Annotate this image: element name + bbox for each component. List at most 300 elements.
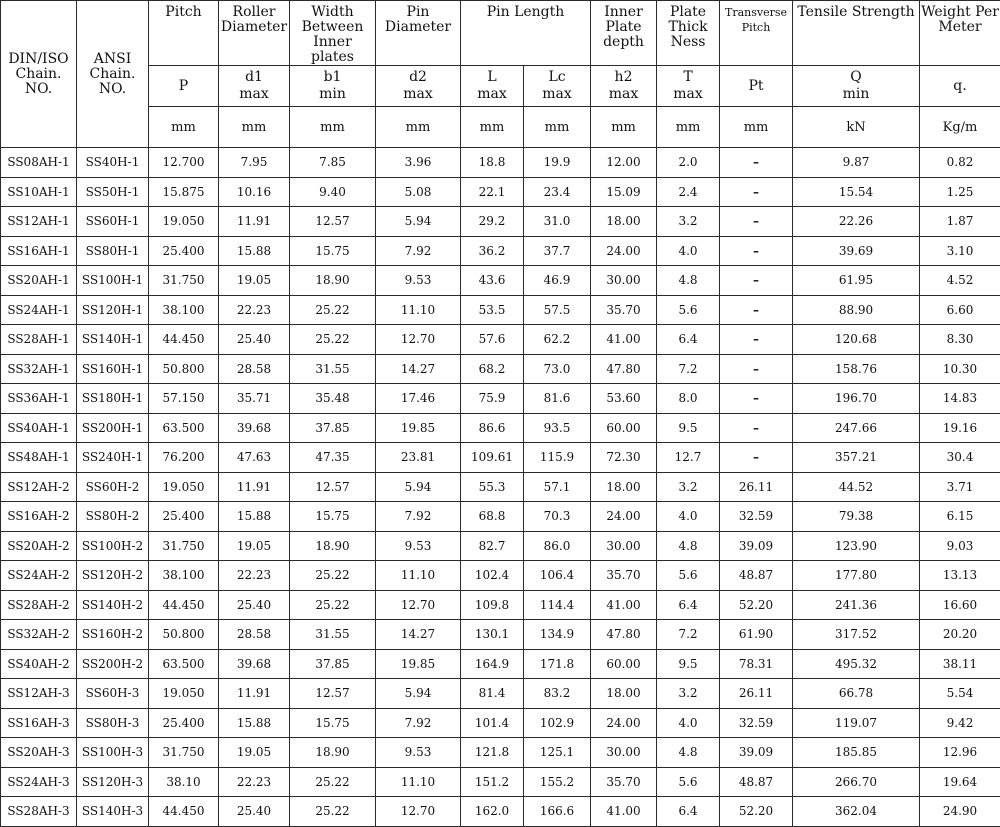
table-cell: SS20AH-3 bbox=[1, 738, 77, 768]
table-cell: 81.4 bbox=[461, 679, 524, 709]
col-roller-diameter: Roller Diameter bbox=[219, 1, 290, 66]
table-cell: 46.9 bbox=[524, 266, 591, 296]
table-cell: 15.54 bbox=[793, 177, 920, 207]
table-cell: 19.05 bbox=[219, 266, 290, 296]
unit-cell: mm bbox=[657, 107, 720, 148]
unit-cell: kN bbox=[793, 107, 920, 148]
table-cell: SS10AH-1 bbox=[1, 177, 77, 207]
col-inner-plate-depth: Inner Plate depth bbox=[591, 1, 657, 66]
table-cell: 7.95 bbox=[219, 148, 290, 178]
table-cell: 41.00 bbox=[591, 590, 657, 620]
table-cell: 24.90 bbox=[920, 797, 1000, 827]
table-cell: 18.90 bbox=[290, 266, 376, 296]
table-cell: 86.0 bbox=[524, 531, 591, 561]
table-cell: – bbox=[720, 295, 793, 325]
table-cell: SS100H-3 bbox=[77, 738, 149, 768]
table-cell: 35.70 bbox=[591, 561, 657, 591]
table-cell: 121.8 bbox=[461, 738, 524, 768]
table-row bbox=[1, 679, 1000, 709]
table-cell: SS28AH-1 bbox=[1, 325, 77, 355]
table-cell: 241.36 bbox=[793, 590, 920, 620]
table-cell: 44.450 bbox=[149, 797, 219, 827]
table-cell: 19.9 bbox=[524, 148, 591, 178]
table-cell: SS200H-2 bbox=[77, 649, 149, 679]
table-cell: 5.6 bbox=[657, 561, 720, 591]
table-cell: 12.96 bbox=[920, 738, 1000, 768]
table-cell: 12.00 bbox=[591, 148, 657, 178]
table-cell: 15.875 bbox=[149, 177, 219, 207]
table-cell: 9.53 bbox=[376, 266, 461, 296]
limit: max bbox=[609, 86, 639, 102]
table-cell: 12.70 bbox=[376, 797, 461, 827]
table-cell: 66.78 bbox=[793, 679, 920, 709]
table-cell: 79.38 bbox=[793, 502, 920, 532]
table-cell: 9.5 bbox=[657, 649, 720, 679]
table-cell: 151.2 bbox=[461, 767, 524, 797]
col-transverse-pitch: Transverse Pitch bbox=[720, 1, 793, 66]
table-cell: 44.450 bbox=[149, 325, 219, 355]
table-cell: 10.30 bbox=[920, 354, 1000, 384]
table-cell: 4.8 bbox=[657, 266, 720, 296]
table-cell: 7.2 bbox=[657, 620, 720, 650]
table-cell: 50.800 bbox=[149, 354, 219, 384]
table-cell: 83.2 bbox=[524, 679, 591, 709]
table-row bbox=[1, 531, 1000, 561]
table-cell: – bbox=[720, 207, 793, 237]
symbol: d2 bbox=[409, 69, 427, 85]
table-cell: 9.40 bbox=[290, 177, 376, 207]
table-row bbox=[1, 561, 1000, 591]
table-row bbox=[1, 738, 1000, 768]
table-cell: 11.91 bbox=[219, 207, 290, 237]
table-cell: SS40AH-2 bbox=[1, 649, 77, 679]
header-row-labels bbox=[1, 1, 1000, 66]
table-cell: 72.30 bbox=[591, 443, 657, 473]
table-cell: SS32AH-1 bbox=[1, 354, 77, 384]
table-cell: SS24AH-1 bbox=[1, 295, 77, 325]
table-cell: 37.7 bbox=[524, 236, 591, 266]
table-cell: 2.0 bbox=[657, 148, 720, 178]
table-row bbox=[1, 443, 1000, 473]
table-cell: 11.10 bbox=[376, 767, 461, 797]
table-cell: 39.09 bbox=[720, 738, 793, 768]
table-cell: 31.750 bbox=[149, 266, 219, 296]
table-cell: 20.20 bbox=[920, 620, 1000, 650]
table-cell: 14.83 bbox=[920, 384, 1000, 414]
unit-cell: mm bbox=[376, 107, 461, 148]
limit: max bbox=[239, 86, 269, 102]
table-cell: 32.59 bbox=[720, 708, 793, 738]
table-cell: – bbox=[720, 413, 793, 443]
symbol-cell bbox=[793, 66, 920, 107]
table-cell: 130.1 bbox=[461, 620, 524, 650]
table-cell: 24.00 bbox=[591, 708, 657, 738]
table-cell: SS140H-2 bbox=[77, 590, 149, 620]
table-cell: SS120H-2 bbox=[77, 561, 149, 591]
unit-cell: mm bbox=[461, 107, 524, 148]
table-row bbox=[1, 354, 1000, 384]
table-cell: 158.76 bbox=[793, 354, 920, 384]
table-cell: 47.63 bbox=[219, 443, 290, 473]
table-cell: 35.48 bbox=[290, 384, 376, 414]
table-cell: SS240H-1 bbox=[77, 443, 149, 473]
limit: min bbox=[843, 86, 870, 102]
table-cell: 60.00 bbox=[591, 413, 657, 443]
table-cell: 53.60 bbox=[591, 384, 657, 414]
table-cell: 19.85 bbox=[376, 649, 461, 679]
table-cell: 57.6 bbox=[461, 325, 524, 355]
table-cell: 495.32 bbox=[793, 649, 920, 679]
table-cell: 44.52 bbox=[793, 472, 920, 502]
table-cell: SS08AH-1 bbox=[1, 148, 77, 178]
table-cell: 109.8 bbox=[461, 590, 524, 620]
table-cell: 6.4 bbox=[657, 797, 720, 827]
table-cell: 2.4 bbox=[657, 177, 720, 207]
table-cell: 11.91 bbox=[219, 472, 290, 502]
table-cell: 19.64 bbox=[920, 767, 1000, 797]
table-cell: 19.050 bbox=[149, 679, 219, 709]
unit-cell: mm bbox=[219, 107, 290, 148]
table-cell: 93.5 bbox=[524, 413, 591, 443]
table-cell: 6.4 bbox=[657, 325, 720, 355]
table-cell: 247.66 bbox=[793, 413, 920, 443]
table-cell: 8.0 bbox=[657, 384, 720, 414]
table-cell: 9.87 bbox=[793, 148, 920, 178]
table-cell: SS140H-1 bbox=[77, 325, 149, 355]
table-cell: 3.71 bbox=[920, 472, 1000, 502]
table-cell: 30.00 bbox=[591, 738, 657, 768]
table-cell: 18.90 bbox=[290, 738, 376, 768]
table-cell: 63.500 bbox=[149, 649, 219, 679]
table-cell: 5.94 bbox=[376, 207, 461, 237]
table-cell: 14.27 bbox=[376, 354, 461, 384]
table-cell: 44.450 bbox=[149, 590, 219, 620]
symbol: Lc bbox=[548, 69, 565, 85]
table-cell: 125.1 bbox=[524, 738, 591, 768]
table-cell: 3.2 bbox=[657, 207, 720, 237]
table-cell: 15.75 bbox=[290, 708, 376, 738]
table-row bbox=[1, 620, 1000, 650]
table-cell: 4.0 bbox=[657, 502, 720, 532]
limit: min bbox=[319, 86, 346, 102]
table-cell: 1.87 bbox=[920, 207, 1000, 237]
table-cell: 362.04 bbox=[793, 797, 920, 827]
table-cell: 123.90 bbox=[793, 531, 920, 561]
table-cell: 18.00 bbox=[591, 679, 657, 709]
symbol: T bbox=[683, 69, 692, 85]
table-cell: 25.22 bbox=[290, 590, 376, 620]
table-cell: 61.90 bbox=[720, 620, 793, 650]
table-cell: – bbox=[720, 325, 793, 355]
header-row-units bbox=[1, 107, 1000, 148]
table-cell: 166.6 bbox=[524, 797, 591, 827]
limit: max bbox=[477, 86, 507, 102]
table-row bbox=[1, 413, 1000, 443]
table-cell: 18.00 bbox=[591, 207, 657, 237]
col-din-iso: DIN/ISO Chain. NO. bbox=[1, 1, 77, 148]
symbol: L bbox=[487, 69, 496, 85]
table-cell: 43.6 bbox=[461, 266, 524, 296]
table-cell: – bbox=[720, 266, 793, 296]
table-cell: 26.11 bbox=[720, 472, 793, 502]
table-cell: 68.2 bbox=[461, 354, 524, 384]
col-tensile-strength: Tensile Strength bbox=[793, 1, 920, 66]
table-cell: 25.22 bbox=[290, 561, 376, 591]
table-cell: SS12AH-1 bbox=[1, 207, 77, 237]
table-cell: 37.85 bbox=[290, 413, 376, 443]
table-cell: 11.91 bbox=[219, 679, 290, 709]
table-cell: – bbox=[720, 177, 793, 207]
table-cell: 12.7 bbox=[657, 443, 720, 473]
table-cell: 102.9 bbox=[524, 708, 591, 738]
table-cell: 25.40 bbox=[219, 797, 290, 827]
table-cell: SS120H-1 bbox=[77, 295, 149, 325]
table-cell: 41.00 bbox=[591, 797, 657, 827]
table-cell: 19.050 bbox=[149, 207, 219, 237]
table-cell: 3.10 bbox=[920, 236, 1000, 266]
table-cell: 12.57 bbox=[290, 679, 376, 709]
table-cell: 75.9 bbox=[461, 384, 524, 414]
col-weight-per-meter: Weight Per Meter bbox=[920, 1, 1000, 66]
table-cell: 15.88 bbox=[219, 708, 290, 738]
unit-cell: mm bbox=[720, 107, 793, 148]
table-cell: – bbox=[720, 354, 793, 384]
table-cell: 19.85 bbox=[376, 413, 461, 443]
table-cell: 86.6 bbox=[461, 413, 524, 443]
table-cell: 25.22 bbox=[290, 797, 376, 827]
table-cell: 30.4 bbox=[920, 443, 1000, 473]
unit-cell: Kg/m bbox=[920, 107, 1000, 148]
table-cell: 38.100 bbox=[149, 561, 219, 591]
table-cell: SS24AH-3 bbox=[1, 767, 77, 797]
table-row bbox=[1, 295, 1000, 325]
table-cell: 22.23 bbox=[219, 767, 290, 797]
table-cell: 82.7 bbox=[461, 531, 524, 561]
symbol: Pt bbox=[748, 78, 763, 94]
table-cell: 16.60 bbox=[920, 590, 1000, 620]
table-cell: 63.500 bbox=[149, 413, 219, 443]
table-cell: 30.00 bbox=[591, 266, 657, 296]
table-cell: 15.09 bbox=[591, 177, 657, 207]
table-cell: 22.1 bbox=[461, 177, 524, 207]
table-row bbox=[1, 236, 1000, 266]
table-cell: SS80H-3 bbox=[77, 708, 149, 738]
table-cell: 41.00 bbox=[591, 325, 657, 355]
table-cell: 357.21 bbox=[793, 443, 920, 473]
symbol: d1 bbox=[245, 69, 263, 85]
table-row bbox=[1, 590, 1000, 620]
table-cell: 39.09 bbox=[720, 531, 793, 561]
table-cell: SS100H-2 bbox=[77, 531, 149, 561]
table-row bbox=[1, 148, 1000, 178]
symbol-cell bbox=[219, 66, 290, 107]
table-cell: 68.8 bbox=[461, 502, 524, 532]
table-cell: SS60H-2 bbox=[77, 472, 149, 502]
table-cell: SS40H-1 bbox=[77, 148, 149, 178]
col-ansi: ANSI Chain. NO. bbox=[77, 1, 149, 148]
table-cell: 15.88 bbox=[219, 236, 290, 266]
table-cell: SS40AH-1 bbox=[1, 413, 77, 443]
table-row bbox=[1, 502, 1000, 532]
table-cell: 28.58 bbox=[219, 620, 290, 650]
symbol: q. bbox=[953, 78, 966, 94]
table-cell: 22.26 bbox=[793, 207, 920, 237]
table-cell: SS20AH-2 bbox=[1, 531, 77, 561]
table-row bbox=[1, 708, 1000, 738]
table-cell: 162.0 bbox=[461, 797, 524, 827]
table-cell: 18.8 bbox=[461, 148, 524, 178]
col-pitch: Pitch bbox=[149, 1, 219, 66]
table-cell: 25.400 bbox=[149, 502, 219, 532]
table-cell: SS16AH-1 bbox=[1, 236, 77, 266]
table-cell: 57.1 bbox=[524, 472, 591, 502]
table-cell: 24.00 bbox=[591, 236, 657, 266]
table-cell: 12.57 bbox=[290, 472, 376, 502]
table-cell: – bbox=[720, 148, 793, 178]
table-cell: 6.4 bbox=[657, 590, 720, 620]
table-cell: 0.82 bbox=[920, 148, 1000, 178]
table-cell: 15.75 bbox=[290, 236, 376, 266]
table-cell: 19.050 bbox=[149, 472, 219, 502]
table-cell: SS32AH-2 bbox=[1, 620, 77, 650]
table-cell: 60.00 bbox=[591, 649, 657, 679]
table-cell: SS200H-1 bbox=[77, 413, 149, 443]
symbol-cell bbox=[149, 66, 219, 107]
table-cell: SS16AH-3 bbox=[1, 708, 77, 738]
table-cell: SS60H-1 bbox=[77, 207, 149, 237]
table-cell: 22.23 bbox=[219, 295, 290, 325]
table-cell: SS12AH-3 bbox=[1, 679, 77, 709]
table-cell: 177.80 bbox=[793, 561, 920, 591]
table-cell: 171.8 bbox=[524, 649, 591, 679]
table-cell: 115.9 bbox=[524, 443, 591, 473]
table-cell: 57.5 bbox=[524, 295, 591, 325]
table-cell: 5.08 bbox=[376, 177, 461, 207]
table-cell: 6.60 bbox=[920, 295, 1000, 325]
table-cell: 7.92 bbox=[376, 236, 461, 266]
symbol: Q bbox=[850, 69, 861, 85]
table-cell: 35.70 bbox=[591, 295, 657, 325]
table-cell: 14.27 bbox=[376, 620, 461, 650]
table-cell: 12.70 bbox=[376, 590, 461, 620]
col-width-between-plates: Width Between Inner plates bbox=[290, 1, 376, 66]
symbol-cell bbox=[720, 66, 793, 107]
table-cell: 47.35 bbox=[290, 443, 376, 473]
table-cell: 5.6 bbox=[657, 295, 720, 325]
symbol-cell bbox=[290, 66, 376, 107]
table-cell: 19.16 bbox=[920, 413, 1000, 443]
limit: max bbox=[542, 86, 572, 102]
table-cell: 38.100 bbox=[149, 295, 219, 325]
symbol: h2 bbox=[615, 69, 633, 85]
table-cell: 61.95 bbox=[793, 266, 920, 296]
table-row bbox=[1, 207, 1000, 237]
symbol: P bbox=[179, 78, 188, 94]
table-cell: 25.40 bbox=[219, 325, 290, 355]
table-cell: 31.55 bbox=[290, 354, 376, 384]
table-cell: 52.20 bbox=[720, 797, 793, 827]
table-cell: 9.5 bbox=[657, 413, 720, 443]
table-cell: 9.53 bbox=[376, 738, 461, 768]
table-cell: SS20AH-1 bbox=[1, 266, 77, 296]
table-cell: 31.0 bbox=[524, 207, 591, 237]
table-cell: 102.4 bbox=[461, 561, 524, 591]
table-cell: 31.55 bbox=[290, 620, 376, 650]
table-cell: 6.15 bbox=[920, 502, 1000, 532]
table-cell: 23.4 bbox=[524, 177, 591, 207]
unit-cell: mm bbox=[149, 107, 219, 148]
unit-cell: mm bbox=[290, 107, 376, 148]
table-cell: 10.16 bbox=[219, 177, 290, 207]
table-cell: SS36AH-1 bbox=[1, 384, 77, 414]
table-cell: 3.2 bbox=[657, 472, 720, 502]
table-body bbox=[1, 148, 1000, 827]
table-cell: 7.92 bbox=[376, 502, 461, 532]
table-cell: 35.70 bbox=[591, 767, 657, 797]
table-cell: SS120H-3 bbox=[77, 767, 149, 797]
table-cell: 5.94 bbox=[376, 679, 461, 709]
symbol-cell bbox=[524, 66, 591, 107]
table-cell: 4.8 bbox=[657, 531, 720, 561]
symbol-cell bbox=[920, 66, 1000, 107]
table-cell: 12.57 bbox=[290, 207, 376, 237]
table-cell: 109.61 bbox=[461, 443, 524, 473]
symbol-cell bbox=[461, 66, 524, 107]
table-cell: 29.2 bbox=[461, 207, 524, 237]
table-cell: 9.42 bbox=[920, 708, 1000, 738]
table-cell: 36.2 bbox=[461, 236, 524, 266]
table-cell: 4.0 bbox=[657, 708, 720, 738]
table-cell: 47.80 bbox=[591, 354, 657, 384]
table-cell: 30.00 bbox=[591, 531, 657, 561]
table-cell: SS180H-1 bbox=[77, 384, 149, 414]
table-cell: 101.4 bbox=[461, 708, 524, 738]
table-cell: 3.96 bbox=[376, 148, 461, 178]
table-cell: 9.53 bbox=[376, 531, 461, 561]
table-cell: 25.400 bbox=[149, 236, 219, 266]
table-cell: 17.46 bbox=[376, 384, 461, 414]
table-cell: 5.54 bbox=[920, 679, 1000, 709]
table-cell: 25.400 bbox=[149, 708, 219, 738]
table-cell: 57.150 bbox=[149, 384, 219, 414]
table-cell: 19.05 bbox=[219, 738, 290, 768]
table-cell: 119.07 bbox=[793, 708, 920, 738]
table-cell: – bbox=[720, 443, 793, 473]
table-cell: 23.81 bbox=[376, 443, 461, 473]
table-cell: 35.71 bbox=[219, 384, 290, 414]
table-cell: 1.25 bbox=[920, 177, 1000, 207]
table-cell: SS100H-1 bbox=[77, 266, 149, 296]
table-cell: 48.87 bbox=[720, 767, 793, 797]
table-cell: 22.23 bbox=[219, 561, 290, 591]
table-row bbox=[1, 767, 1000, 797]
table-cell: 196.70 bbox=[793, 384, 920, 414]
table-cell: – bbox=[720, 236, 793, 266]
table-cell: 4.0 bbox=[657, 236, 720, 266]
table-cell: 106.4 bbox=[524, 561, 591, 591]
table-cell: 48.87 bbox=[720, 561, 793, 591]
table-cell: 39.68 bbox=[219, 649, 290, 679]
table-cell: 266.70 bbox=[793, 767, 920, 797]
table-cell: 39.68 bbox=[219, 413, 290, 443]
table-cell: 28.58 bbox=[219, 354, 290, 384]
table-row bbox=[1, 384, 1000, 414]
table-cell: 7.92 bbox=[376, 708, 461, 738]
table-cell: 31.750 bbox=[149, 531, 219, 561]
table-cell: 114.4 bbox=[524, 590, 591, 620]
table-cell: 70.3 bbox=[524, 502, 591, 532]
table-row bbox=[1, 266, 1000, 296]
